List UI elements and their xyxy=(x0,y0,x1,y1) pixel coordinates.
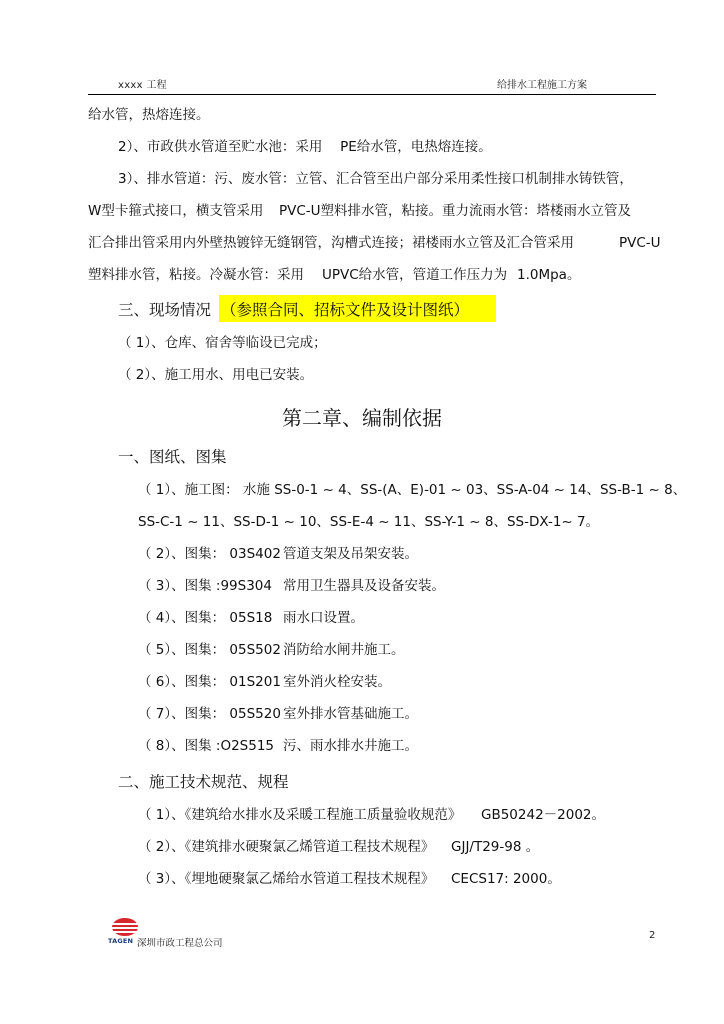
paragraph-line: 给水管，热熔连接。 xyxy=(88,107,210,123)
atlas-label: （ 6）、图集： 01S201 xyxy=(138,674,281,690)
atlas-description: 污、雨水排水井施工。 xyxy=(283,738,418,754)
list-item: SS-C-1 ~ 11、SS-D-1 ~ 10、SS-E-4 ~ 11、SS-Y-1 ~ 8、SS-DX-1~ 7。 xyxy=(138,514,600,530)
atlas-label: （ 3）、图集 :99S304 xyxy=(138,578,272,594)
paragraph-segment: W型卡箍式接口，横支管采用 xyxy=(88,203,264,219)
atlas-description: 室外排水管基础施工。 xyxy=(283,706,418,722)
atlas-description: 管道支架及吊架安装。 xyxy=(283,546,418,562)
list-item: （ 1）、施工图： 水施 SS-0-1 ~ 4、SS-(A、E)-01 ~ 03、SS-A-04 ~ 14、SS-B-1 ~ 8、 xyxy=(138,482,687,498)
list-item: （ 2）、施工用水、用电已安装。 xyxy=(118,367,314,383)
paragraph-segment: PVC-U xyxy=(619,235,661,251)
paragraph-line: 3）、排水管道：污、废水管：立管、汇合管至出户部分采用柔性接口机制排水铸铁管， xyxy=(118,171,633,187)
header-document-title: 给排水工程施工方案 xyxy=(497,80,587,91)
atlas-description: 常用卫生器具及设备安装。 xyxy=(283,578,445,594)
chapter-title: 第二章、编制依据 xyxy=(282,406,442,430)
paragraph-segment: 塑料排水管，粘接。冷凝水管：采用 xyxy=(88,267,304,283)
section-heading: 一、图纸、图集 xyxy=(118,448,227,466)
atlas-description: 消防给水闸井施工。 xyxy=(283,642,405,658)
page-number: 2 xyxy=(649,930,656,941)
logo-wordmark: TAGEN xyxy=(108,937,134,945)
atlas-label: （ 5）、图集： 05S502 xyxy=(138,642,281,658)
paragraph-segment: 1.0Mpa。 xyxy=(517,267,581,283)
spec-code: GJJ/T29-98 。 xyxy=(451,839,540,855)
spec-title: （ 3）、《埋地硬聚氯乙烯给水管道工程技术规程》 xyxy=(138,871,435,887)
spec-title: （ 2）、《建筑排水硬聚氯乙烯管道工程技术规程》 xyxy=(138,839,435,855)
paragraph-line: 2）、市政供水管道至贮水池：采用 PE给水管，电热熔连接。 xyxy=(118,139,492,155)
atlas-description: 室外消火栓安装。 xyxy=(283,674,391,690)
company-name: 深圳市政工程总公司 xyxy=(137,938,223,949)
spec-title: （ 1）、《建筑给水排水及采暖工程施工质量验收规范》 xyxy=(138,807,462,823)
atlas-description: 雨水口设置。 xyxy=(283,610,364,626)
highlighted-note: （参照合同、招标文件及设计图纸） xyxy=(221,301,470,319)
section-heading: 三、现场情况 xyxy=(118,301,212,319)
spec-code: GB50242－2002。 xyxy=(481,807,606,823)
atlas-label: （ 7）、图集： 05S520 xyxy=(138,706,281,722)
list-item: （ 1）、仓库、宿舍等临设已完成； xyxy=(118,335,327,351)
header-project-name: xxxx 工程 xyxy=(118,80,167,91)
paragraph-segment: UPVC给水管，管道工作压力为 xyxy=(322,267,508,283)
spec-code: CECS17: 2000。 xyxy=(451,871,561,887)
paragraph-segment: PVC-U塑料排水管，粘接。重力流雨水管：塔楼雨水立管及 xyxy=(279,203,632,219)
header-divider xyxy=(88,94,656,95)
company-logo-icon xyxy=(110,916,140,938)
atlas-label: （ 4）、图集： 05S18 xyxy=(138,610,273,626)
atlas-label: （ 8）、图集 :O2S515 xyxy=(138,738,275,754)
section-heading: 二、施工技术规范、规程 xyxy=(118,773,289,791)
paragraph-segment: 汇合排出管采用内外壁热镀锌无缝钢管，沟槽式连接；裙楼雨水立管及汇合管采用 xyxy=(88,235,574,251)
atlas-label: （ 2）、图集： 03S402 xyxy=(138,546,281,562)
